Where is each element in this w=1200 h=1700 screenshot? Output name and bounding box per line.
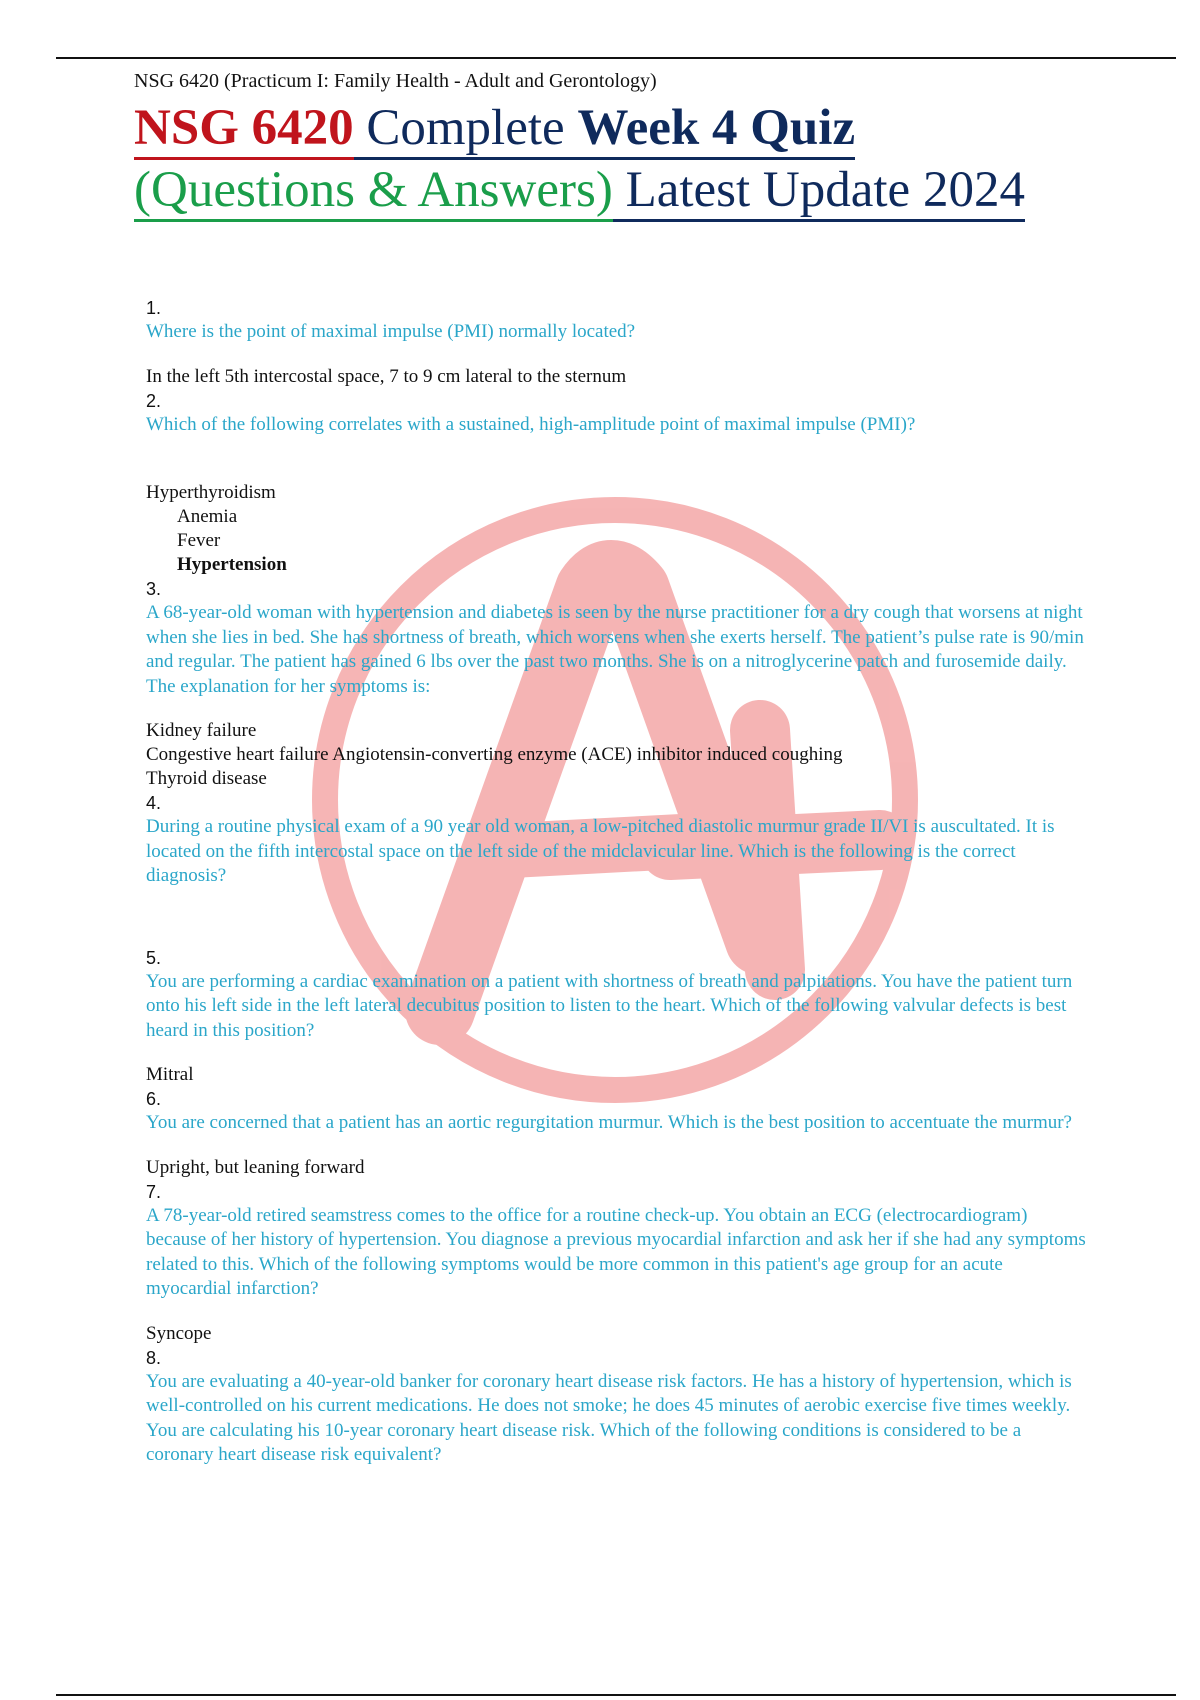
- question-number: 7.: [146, 1181, 162, 1202]
- title-week-quiz: Week 4 Quiz: [577, 100, 855, 160]
- question-text: You are performing a cardiac examination on a patient with shortness of breath and palpitations. You have the patient turn onto his left side in the left lateral decubitus position to listen to the heart. Which of the following valvular defects is best heard in this position?: [146, 970, 1073, 1041]
- question-number: 1.: [146, 298, 162, 318]
- answer-option: Anemia: [177, 506, 238, 527]
- answer-option: Hyperthyroidism: [146, 482, 276, 503]
- question-text: During a routine physical exam of a 90 year old woman, a low-pitched diastolic murmur grade II/VI is auscultated. It is located on the fifth intercostal space on the left side of the midclavicular line. Which is the following is the correct diagnosis?: [146, 816, 1055, 886]
- question-number: 6.: [146, 1089, 162, 1109]
- answer-option-correct: Hypertension: [177, 554, 287, 575]
- answer-text: Syncope: [146, 1322, 212, 1344]
- question-block: [146, 946, 1086, 1088]
- question-number: 3.: [146, 579, 162, 599]
- answer-option: Thyroid disease: [146, 768, 267, 789]
- title-qa: (Questions & Answers): [134, 162, 613, 222]
- quiz-content: [146, 296, 1086, 1468]
- top-rule: [56, 57, 1176, 59]
- document-title: [134, 97, 1134, 221]
- question-text: Where is the point of maximal impulse (PMI) normally located?: [146, 321, 636, 342]
- answer-options: [146, 719, 1086, 791]
- question-text: A 78-year-old retired seamstress comes to the office for a routine check-up. You obtain an ECG (electrocardiogram) because of her history of hypertension. You diagnose a previous myocardial infarction and ask her if she had any symptoms related to this. Which of the following symptoms would be more common in this patient's age group for an acute myocardial infarction?: [146, 1204, 1086, 1299]
- question-number: 8.: [146, 1347, 162, 1368]
- question-block: [146, 389, 1086, 578]
- title-complete: Complete: [354, 100, 578, 160]
- answer-option: Congestive heart failure Angiotensin-converting enzyme (ACE) inhibitor induced coughing: [146, 744, 843, 765]
- question-block: [146, 296, 1086, 389]
- answer-text: Mitral: [146, 1064, 194, 1085]
- question-block: [146, 1180, 1086, 1346]
- question-block: [146, 1087, 1086, 1180]
- answer-option: Kidney failure: [146, 720, 257, 741]
- answer-text: Upright, but leaning forward: [146, 1156, 365, 1178]
- answer-option: Fever: [177, 530, 221, 551]
- title-update: Latest Update 2024: [613, 162, 1025, 222]
- answer-options: [146, 481, 1086, 577]
- question-text: A 68-year-old woman with hypertension and diabetes is seen by the nurse practitioner for a dry cough that worsens at night when she lies in bed. She has shortness of breath, which worsens when she exerts herself. The patient’s pulse rate is 90/min and regular. The patient has gained 6 lbs over the past two months. She is on a nitroglycerine patch and furosemide daily. The explanation for her symptoms is:: [146, 602, 1084, 697]
- answer-text: In the left 5th intercostal space, 7 to 9 cm lateral to the sternum: [146, 365, 627, 387]
- document-header: NSG 6420 (Practicum I: Family Health - Adult and Gerontology): [134, 70, 657, 92]
- question-number: 4.: [146, 793, 162, 813]
- title-course-code: NSG 6420: [134, 100, 354, 160]
- question-block: [146, 577, 1086, 791]
- question-block: [146, 1346, 1086, 1468]
- question-text: You are concerned that a patient has an aortic regurgitation murmur. Which is the best position to accentuate the murmur?: [146, 1112, 1072, 1133]
- question-block: [146, 791, 1086, 946]
- question-text: Which of the following correlates with a sustained, high-amplitude point of maximal impulse (PMI)?: [146, 413, 916, 435]
- question-number: 5.: [146, 947, 162, 968]
- question-number: 2.: [146, 390, 162, 411]
- bottom-rule: [56, 1694, 1176, 1696]
- question-text: You are evaluating a 40-year-old banker for coronary heart disease risk factors. He has a history of hypertension, which is well-controlled on his current medications. He does not smoke; he does 45 minutes of aerobic exercise five times weekly. You are calculating his 10-year coronary heart disease risk. Which of the following conditions is considered to be a coronary heart disease risk equivalent?: [146, 1370, 1072, 1465]
